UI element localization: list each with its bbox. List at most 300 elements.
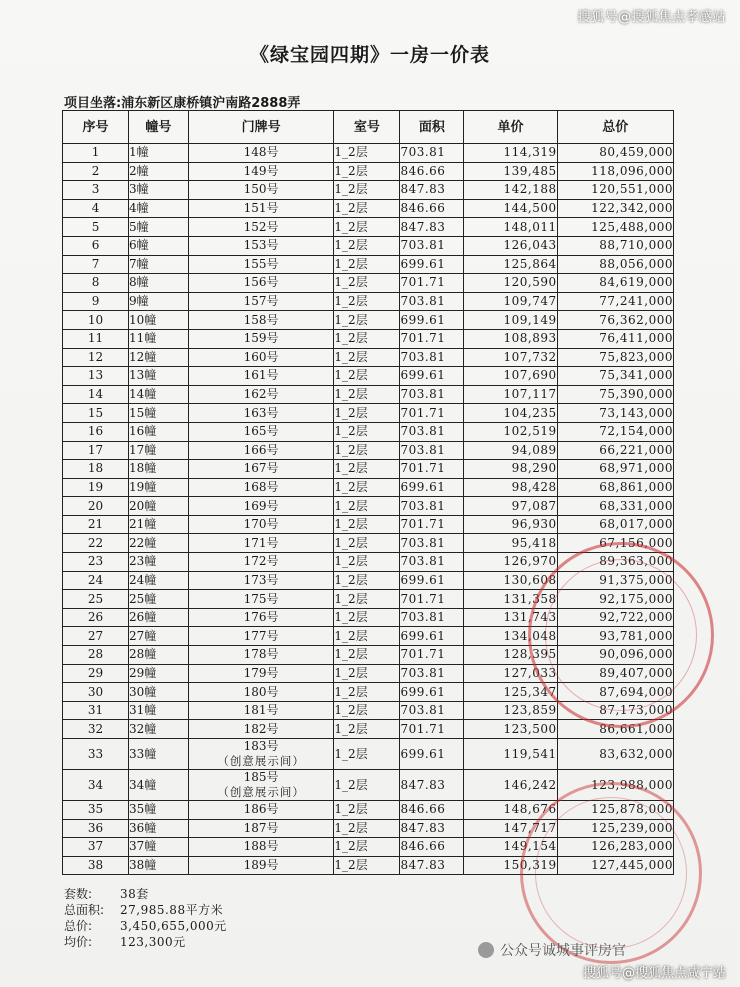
cell-door-text: 168号 bbox=[243, 479, 279, 494]
cell-door-text: 151号 bbox=[243, 201, 279, 216]
cell-door bbox=[188, 497, 334, 516]
cell-door-text: 186号 bbox=[243, 802, 279, 817]
cell-area bbox=[400, 478, 464, 497]
cell-unit-price bbox=[464, 534, 557, 553]
table-body bbox=[63, 144, 674, 875]
cell-seq bbox=[63, 571, 129, 590]
cell-building-text: 7幢 bbox=[129, 256, 149, 271]
cell-unit-price bbox=[464, 739, 557, 770]
cell-area-text: 701.71 bbox=[400, 405, 446, 420]
cell-room bbox=[334, 819, 400, 838]
cell-total-price-text: 84,619,000 bbox=[599, 275, 673, 290]
table-row bbox=[63, 720, 674, 739]
cell-total-price bbox=[557, 856, 673, 875]
cell-seq bbox=[63, 274, 129, 293]
cell-room-text: 1_2层 bbox=[334, 461, 368, 476]
cell-total-price-text: 75,390,000 bbox=[599, 387, 673, 402]
table-row bbox=[63, 838, 674, 857]
cell-area bbox=[400, 608, 464, 627]
cell-total-price-text: 122,342,000 bbox=[591, 201, 673, 216]
cell-area-text: 701.71 bbox=[400, 647, 446, 662]
table-row bbox=[63, 608, 674, 627]
cell-door bbox=[188, 441, 334, 460]
cell-building bbox=[129, 801, 189, 820]
cell-area-text: 703.81 bbox=[400, 442, 446, 457]
cell-room bbox=[334, 199, 400, 218]
cell-area-text: 703.81 bbox=[400, 145, 446, 160]
cell-unit-price bbox=[464, 608, 557, 627]
cell-unit-price bbox=[464, 348, 557, 367]
table-row bbox=[63, 515, 674, 534]
cell-area-text: 701.71 bbox=[400, 721, 446, 736]
cell-room bbox=[334, 838, 400, 857]
cell-building bbox=[129, 478, 189, 497]
cell-room bbox=[334, 590, 400, 609]
cell-total-price bbox=[557, 181, 673, 200]
cell-total-price-text: 77,241,000 bbox=[599, 294, 673, 309]
cell-building bbox=[129, 856, 189, 875]
cell-door-text: 173号 bbox=[243, 572, 279, 587]
cell-building-text: 17幢 bbox=[129, 442, 157, 457]
cell-room bbox=[334, 701, 400, 720]
cell-unit-price bbox=[464, 515, 557, 534]
summary-value: 123,300元 bbox=[120, 935, 186, 949]
cell-building-text: 6幢 bbox=[129, 238, 149, 253]
cell-area bbox=[400, 404, 464, 423]
cell-door-text: 157号 bbox=[243, 294, 279, 309]
table-row bbox=[63, 422, 674, 441]
cell-total-price bbox=[557, 838, 673, 857]
cell-door-text: 181号 bbox=[243, 703, 279, 718]
cell-total-price-text: 123,988,000 bbox=[591, 777, 673, 792]
cell-building-text: 18幢 bbox=[129, 461, 157, 476]
cell-door bbox=[188, 144, 334, 163]
cell-area-text: 703.81 bbox=[400, 665, 446, 680]
cell-door bbox=[188, 311, 334, 330]
cell-area-text: 701.71 bbox=[400, 275, 446, 290]
table-row bbox=[63, 497, 674, 516]
cell-seq-text: 8 bbox=[91, 275, 100, 290]
wechat-icon bbox=[478, 942, 494, 958]
cell-unit-price-text: 144,500 bbox=[503, 201, 557, 216]
cell-door-text: 179号 bbox=[243, 665, 279, 680]
cell-room-text: 1_2层 bbox=[334, 479, 368, 494]
cell-room bbox=[334, 770, 400, 801]
cell-total-price-text: 86,661,000 bbox=[599, 721, 673, 736]
cell-unit-price bbox=[464, 292, 557, 311]
cell-area bbox=[400, 497, 464, 516]
cell-room bbox=[334, 422, 400, 441]
cell-total-price bbox=[557, 236, 673, 255]
cell-total-price bbox=[557, 646, 673, 665]
cell-unit-price-text: 126,970 bbox=[503, 554, 557, 569]
cell-door-text: 150号 bbox=[243, 182, 279, 197]
cell-unit-price bbox=[464, 367, 557, 386]
cell-total-price bbox=[557, 460, 673, 479]
table-row bbox=[63, 590, 674, 609]
cell-seq-text: 9 bbox=[91, 294, 100, 309]
header-door: 门牌号 bbox=[188, 111, 334, 144]
cell-building bbox=[129, 515, 189, 534]
cell-area-text: 699.61 bbox=[400, 312, 446, 327]
cell-door bbox=[188, 571, 334, 590]
cell-seq bbox=[63, 608, 129, 627]
cell-area-text: 701.71 bbox=[400, 591, 446, 606]
cell-area bbox=[400, 553, 464, 572]
cell-unit-price-text: 149,154 bbox=[503, 839, 557, 854]
cell-area-text: 699.61 bbox=[400, 479, 446, 494]
cell-unit-price bbox=[464, 838, 557, 857]
summary-key: 总价: bbox=[64, 919, 93, 933]
cell-unit-price bbox=[464, 683, 557, 702]
cell-area bbox=[400, 838, 464, 857]
cell-seq-text: 2 bbox=[91, 163, 100, 178]
cell-area bbox=[400, 683, 464, 702]
cell-unit-price-text: 107,732 bbox=[503, 349, 557, 364]
cell-seq-text: 12 bbox=[87, 349, 104, 364]
cell-building bbox=[129, 255, 189, 274]
cell-total-price-text: 120,551,000 bbox=[591, 182, 673, 197]
cell-room-text: 1_2层 bbox=[334, 238, 368, 253]
cell-building bbox=[129, 329, 189, 348]
cell-door bbox=[188, 274, 334, 293]
table-row bbox=[63, 162, 674, 181]
cell-unit-price-text: 134,048 bbox=[503, 628, 557, 643]
cell-unit-price-text: 126,043 bbox=[503, 238, 557, 253]
cell-seq bbox=[63, 348, 129, 367]
cell-area-text: 703.81 bbox=[400, 535, 446, 550]
cell-seq-text: 3 bbox=[91, 182, 100, 197]
cell-total-price-text: 126,283,000 bbox=[591, 839, 673, 854]
summary-count bbox=[64, 886, 227, 902]
location-label: 项目坐落: bbox=[64, 96, 122, 111]
table-row bbox=[63, 181, 674, 200]
cell-room bbox=[334, 367, 400, 386]
cell-unit-price-text: 125,347 bbox=[503, 684, 557, 699]
cell-room-text: 1_2层 bbox=[334, 610, 368, 625]
cell-room bbox=[334, 162, 400, 181]
cell-seq-text: 25 bbox=[87, 591, 104, 606]
cell-unit-price-text: 123,500 bbox=[503, 721, 557, 736]
cell-building-text: 5幢 bbox=[129, 219, 149, 234]
cell-door-text: 152号 bbox=[243, 219, 279, 234]
cell-building bbox=[129, 571, 189, 590]
cell-room-text: 1_2层 bbox=[334, 628, 368, 643]
cell-unit-price-text: 142,188 bbox=[503, 182, 557, 197]
cell-room bbox=[334, 478, 400, 497]
cell-seq bbox=[63, 311, 129, 330]
cell-total-price bbox=[557, 218, 673, 237]
cell-seq-text: 34 bbox=[87, 777, 104, 792]
cell-unit-price-text: 146,242 bbox=[503, 777, 557, 792]
cell-seq-text: 13 bbox=[87, 368, 104, 383]
cell-door-text: 167号 bbox=[243, 461, 279, 476]
project-location bbox=[64, 92, 300, 111]
cell-total-price-text: 83,632,000 bbox=[599, 746, 673, 761]
table-row bbox=[63, 534, 674, 553]
cell-building-text: 19幢 bbox=[129, 479, 157, 494]
cell-unit-price bbox=[464, 856, 557, 875]
table-row bbox=[63, 739, 674, 770]
cell-room-text: 1_2层 bbox=[334, 777, 368, 792]
cell-room bbox=[334, 218, 400, 237]
cell-area-text: 703.81 bbox=[400, 498, 446, 513]
cell-seq-text: 15 bbox=[87, 405, 104, 420]
cell-unit-price bbox=[464, 255, 557, 274]
cell-room-text: 1_2层 bbox=[334, 312, 368, 327]
cell-seq bbox=[63, 404, 129, 423]
cell-seq bbox=[63, 838, 129, 857]
cell-building-text: 27幢 bbox=[129, 628, 157, 643]
cell-area bbox=[400, 819, 464, 838]
cell-seq-text: 6 bbox=[91, 238, 100, 253]
cell-building-text: 16幢 bbox=[129, 424, 157, 439]
cell-area bbox=[400, 720, 464, 739]
cell-unit-price-text: 97,087 bbox=[511, 498, 557, 513]
cell-seq bbox=[63, 292, 129, 311]
cell-total-price bbox=[557, 274, 673, 293]
cell-seq bbox=[63, 770, 129, 801]
cell-total-price bbox=[557, 385, 673, 404]
cell-total-price-text: 87,173,000 bbox=[599, 703, 673, 718]
cell-area bbox=[400, 199, 464, 218]
cell-room-text: 1_2层 bbox=[334, 517, 368, 532]
cell-building-text: 28幢 bbox=[129, 647, 157, 662]
cell-door bbox=[188, 720, 334, 739]
cell-area-text: 699.61 bbox=[400, 746, 446, 761]
cell-room bbox=[334, 801, 400, 820]
cell-room bbox=[334, 497, 400, 516]
cell-total-price-text: 66,221,000 bbox=[599, 442, 673, 457]
summary-key: 套数: bbox=[64, 887, 93, 901]
cell-seq bbox=[63, 199, 129, 218]
cell-door-text: 161号 bbox=[243, 368, 279, 383]
cell-area-text: 847.83 bbox=[400, 777, 446, 792]
cell-unit-price-text: 119,541 bbox=[503, 746, 557, 761]
cell-building-text: 14幢 bbox=[129, 387, 157, 402]
cell-building-text: 32幢 bbox=[129, 721, 157, 736]
table-row bbox=[63, 627, 674, 646]
cell-area bbox=[400, 441, 464, 460]
cell-door bbox=[188, 770, 334, 801]
cell-area bbox=[400, 515, 464, 534]
cell-area bbox=[400, 144, 464, 163]
cell-seq bbox=[63, 646, 129, 665]
cell-total-price-text: 92,722,000 bbox=[599, 610, 673, 625]
table-row bbox=[63, 646, 674, 665]
table-row bbox=[63, 664, 674, 683]
cell-unit-price-text: 104,235 bbox=[503, 405, 557, 420]
table-row bbox=[63, 292, 674, 311]
summary-key: 均价: bbox=[64, 935, 93, 949]
cell-seq-text: 26 bbox=[87, 610, 104, 625]
cell-unit-price-text: 102,519 bbox=[503, 424, 557, 439]
cell-building bbox=[129, 590, 189, 609]
cell-door-text: 177号 bbox=[243, 628, 279, 643]
table-row bbox=[63, 199, 674, 218]
cell-seq bbox=[63, 664, 129, 683]
cell-building-text: 12幢 bbox=[129, 349, 157, 364]
cell-total-price-text: 68,971,000 bbox=[599, 461, 673, 476]
cell-unit-price bbox=[464, 664, 557, 683]
cell-total-price bbox=[557, 497, 673, 516]
cell-room bbox=[334, 683, 400, 702]
cell-building-text: 10幢 bbox=[129, 312, 157, 327]
cell-area-text: 847.83 bbox=[400, 182, 446, 197]
cell-door-text: 169号 bbox=[243, 498, 279, 513]
table-row bbox=[63, 274, 674, 293]
cell-unit-price bbox=[464, 627, 557, 646]
cell-total-price bbox=[557, 770, 673, 801]
cell-area bbox=[400, 664, 464, 683]
cell-building-text: 15幢 bbox=[129, 405, 157, 420]
cell-door bbox=[188, 553, 334, 572]
cell-total-price-text: 68,017,000 bbox=[599, 517, 673, 532]
cell-building bbox=[129, 497, 189, 516]
cell-building-text: 4幢 bbox=[129, 201, 149, 216]
cell-door bbox=[188, 199, 334, 218]
cell-unit-price-text: 123,859 bbox=[503, 703, 557, 718]
cell-door-text: 156号 bbox=[243, 275, 279, 290]
cell-door-text: 165号 bbox=[243, 424, 279, 439]
location-value: 浦东新区康桥镇沪南路2888弄 bbox=[121, 96, 301, 111]
cell-area-text: 703.81 bbox=[400, 349, 446, 364]
cell-room-text: 1_2层 bbox=[334, 746, 368, 761]
cell-door bbox=[188, 348, 334, 367]
cell-unit-price bbox=[464, 236, 557, 255]
cell-seq bbox=[63, 627, 129, 646]
cell-seq-text: 22 bbox=[87, 535, 104, 550]
cell-unit-price-text: 131,358 bbox=[503, 591, 557, 606]
cell-total-price bbox=[557, 311, 673, 330]
cell-door-text: 162号 bbox=[243, 387, 279, 402]
cell-total-price bbox=[557, 404, 673, 423]
cell-building bbox=[129, 199, 189, 218]
cell-area bbox=[400, 770, 464, 801]
cell-building bbox=[129, 664, 189, 683]
cell-door bbox=[188, 236, 334, 255]
cell-room bbox=[334, 348, 400, 367]
cell-building-text: 23幢 bbox=[129, 554, 157, 569]
cell-door-text: 149号 bbox=[243, 163, 279, 178]
cell-unit-price-text: 139,485 bbox=[503, 163, 557, 178]
cell-seq-text: 23 bbox=[87, 554, 104, 569]
cell-door-text: 180号 bbox=[243, 684, 279, 699]
cell-total-price bbox=[557, 819, 673, 838]
cell-unit-price bbox=[464, 478, 557, 497]
cell-room bbox=[334, 571, 400, 590]
cell-total-price-text: 87,694,000 bbox=[599, 684, 673, 699]
cell-door-text: 148号 bbox=[243, 145, 279, 160]
cell-door bbox=[188, 385, 334, 404]
cell-room-text: 1_2层 bbox=[334, 442, 368, 457]
cell-area bbox=[400, 311, 464, 330]
cell-building bbox=[129, 292, 189, 311]
cell-seq bbox=[63, 144, 129, 163]
header-building: 幢号 bbox=[129, 111, 189, 144]
cell-building bbox=[129, 404, 189, 423]
cell-total-price bbox=[557, 422, 673, 441]
cell-total-price-text: 76,411,000 bbox=[599, 331, 673, 346]
cell-seq-text: 33 bbox=[87, 746, 104, 761]
cell-room bbox=[334, 739, 400, 770]
cell-door-note: （创意展示间） bbox=[217, 754, 305, 768]
cell-total-price bbox=[557, 367, 673, 386]
table-row bbox=[63, 770, 674, 801]
table-header-row bbox=[63, 111, 674, 144]
cell-building bbox=[129, 218, 189, 237]
cell-room-text: 1_2层 bbox=[334, 554, 368, 569]
cell-seq-text: 24 bbox=[87, 572, 104, 587]
cell-room-text: 1_2层 bbox=[334, 405, 368, 420]
cell-door bbox=[188, 646, 334, 665]
cell-building bbox=[129, 646, 189, 665]
cell-room-text: 1_2层 bbox=[334, 331, 368, 346]
cell-total-price-text: 92,175,000 bbox=[599, 591, 673, 606]
cell-room-text: 1_2层 bbox=[334, 219, 368, 234]
cell-door bbox=[188, 404, 334, 423]
cell-room bbox=[334, 404, 400, 423]
summary-total-area bbox=[64, 902, 227, 918]
cell-building bbox=[129, 311, 189, 330]
cell-area bbox=[400, 646, 464, 665]
cell-building bbox=[129, 385, 189, 404]
cell-building-text: 30幢 bbox=[129, 684, 157, 699]
cell-room bbox=[334, 274, 400, 293]
cell-total-price-text: 72,154,000 bbox=[599, 424, 673, 439]
cell-area-text: 847.83 bbox=[400, 820, 446, 835]
cell-building bbox=[129, 534, 189, 553]
cell-door-text: 171号 bbox=[243, 535, 279, 550]
cell-area-text: 846.66 bbox=[400, 802, 446, 817]
cell-unit-price bbox=[464, 553, 557, 572]
cell-room-text: 1_2层 bbox=[334, 424, 368, 439]
cell-total-price-text: 89,363,000 bbox=[599, 554, 673, 569]
cell-total-price bbox=[557, 329, 673, 348]
cell-seq-text: 30 bbox=[87, 684, 104, 699]
cell-total-price-text: 67,156,000 bbox=[599, 535, 673, 550]
cell-room-text: 1_2层 bbox=[334, 839, 368, 854]
cell-room bbox=[334, 515, 400, 534]
cell-unit-price-text: 130,608 bbox=[503, 572, 557, 587]
cell-unit-price-text: 147,717 bbox=[503, 820, 557, 835]
cell-area-text: 703.81 bbox=[400, 703, 446, 718]
cell-door-text: 158号 bbox=[243, 312, 279, 327]
table-row bbox=[63, 385, 674, 404]
cell-unit-price bbox=[464, 819, 557, 838]
cell-unit-price bbox=[464, 162, 557, 181]
cell-unit-price-text: 148,011 bbox=[503, 219, 557, 234]
cell-building bbox=[129, 348, 189, 367]
cell-building-text: 33幢 bbox=[129, 746, 157, 761]
header-room: 室号 bbox=[334, 111, 400, 144]
cell-unit-price-text: 109,747 bbox=[503, 294, 557, 309]
cell-building-text: 3幢 bbox=[129, 182, 149, 197]
cell-building-text: 31幢 bbox=[129, 703, 157, 718]
cell-room bbox=[334, 460, 400, 479]
table-row bbox=[63, 236, 674, 255]
cell-area bbox=[400, 255, 464, 274]
cell-area-text: 846.66 bbox=[400, 839, 446, 854]
cell-unit-price bbox=[464, 144, 557, 163]
cell-seq bbox=[63, 385, 129, 404]
cell-total-price bbox=[557, 534, 673, 553]
cell-unit-price bbox=[464, 801, 557, 820]
cell-seq bbox=[63, 218, 129, 237]
cell-building-text: 11幢 bbox=[129, 331, 157, 346]
cell-unit-price bbox=[464, 497, 557, 516]
cell-unit-price-text: 127,033 bbox=[503, 665, 557, 680]
